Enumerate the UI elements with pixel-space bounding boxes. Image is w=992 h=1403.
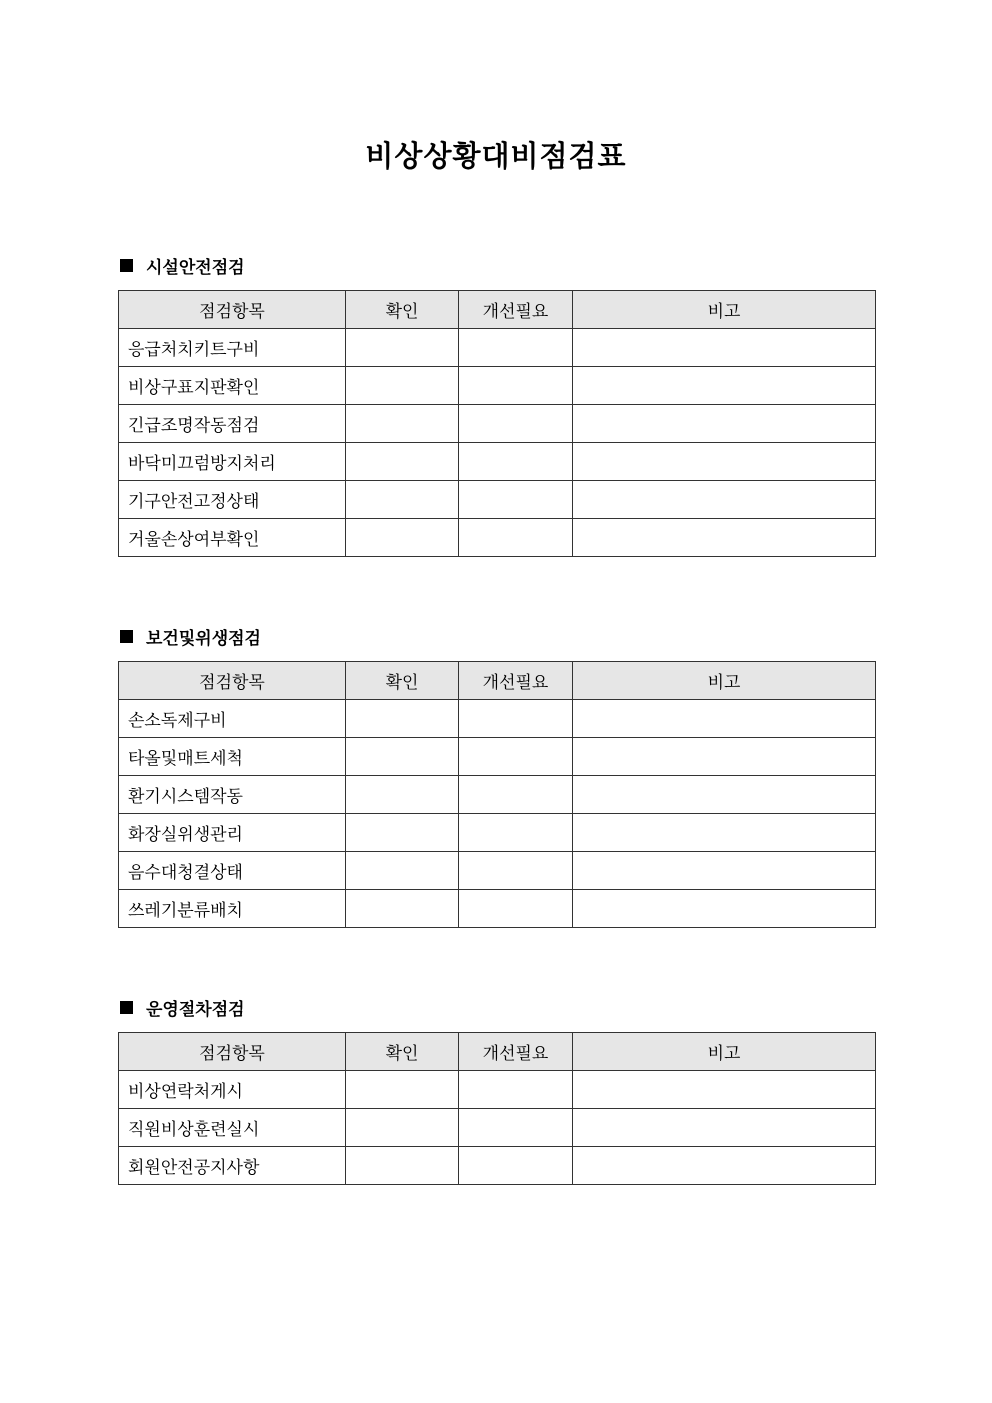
check-cell[interactable] (346, 814, 459, 852)
note-cell[interactable] (573, 443, 876, 481)
checklist-table (118, 290, 876, 557)
note-cell[interactable] (573, 367, 876, 405)
table-row (119, 700, 876, 738)
item-label: 환기시스템작동 (119, 776, 346, 814)
improve-cell[interactable] (459, 814, 573, 852)
improve-cell[interactable] (459, 1071, 573, 1109)
checklist-table (118, 661, 876, 928)
square-bullet-icon (120, 259, 133, 272)
header-item: 점검항목 (119, 291, 346, 329)
improve-cell[interactable] (459, 367, 573, 405)
item-label: 직원비상훈련실시 (119, 1109, 346, 1147)
section-heading-label: 보건및위생점검 (146, 628, 261, 649)
table-row (119, 1071, 876, 1109)
item-label: 긴급조명작동점검 (119, 405, 346, 443)
header-improve: 개선필요 (459, 662, 573, 700)
check-cell[interactable] (346, 738, 459, 776)
square-bullet-icon (120, 1001, 133, 1014)
item-label: 비상구표지판확인 (119, 367, 346, 405)
improve-cell[interactable] (459, 1147, 573, 1185)
section-health-hygiene (118, 622, 875, 928)
table-row (119, 852, 876, 890)
note-cell[interactable] (573, 1071, 876, 1109)
improve-cell[interactable] (459, 519, 573, 557)
note-cell[interactable] (573, 890, 876, 928)
improve-cell[interactable] (459, 443, 573, 481)
item-label: 손소독제구비 (119, 700, 346, 738)
table-row (119, 814, 876, 852)
note-cell[interactable] (573, 1147, 876, 1185)
table-row (119, 1147, 876, 1185)
check-cell[interactable] (346, 1109, 459, 1147)
check-cell[interactable] (346, 519, 459, 557)
section-heading (118, 622, 875, 650)
header-item: 점검항목 (119, 662, 346, 700)
item-label: 거울손상여부확인 (119, 519, 346, 557)
note-cell[interactable] (573, 405, 876, 443)
check-cell[interactable] (346, 367, 459, 405)
check-cell[interactable] (346, 700, 459, 738)
header-check: 확인 (346, 1033, 459, 1071)
header-item: 점검항목 (119, 1033, 346, 1071)
improve-cell[interactable] (459, 738, 573, 776)
section-operations (118, 993, 875, 1185)
check-cell[interactable] (346, 481, 459, 519)
header-note: 비고 (573, 291, 876, 329)
table-row (119, 443, 876, 481)
note-cell[interactable] (573, 329, 876, 367)
item-label: 회원안전공지사항 (119, 1147, 346, 1185)
item-label: 비상연락처게시 (119, 1071, 346, 1109)
section-heading (118, 993, 875, 1021)
check-cell[interactable] (346, 329, 459, 367)
note-cell[interactable] (573, 776, 876, 814)
table-row (119, 405, 876, 443)
table-row (119, 738, 876, 776)
header-check: 확인 (346, 291, 459, 329)
table-header-row (119, 291, 876, 329)
document-title: 비상상황대비점검표 (365, 139, 627, 173)
item-label: 화장실위생관리 (119, 814, 346, 852)
check-cell[interactable] (346, 405, 459, 443)
note-cell[interactable] (573, 481, 876, 519)
item-label: 응급처치키트구비 (119, 329, 346, 367)
checklist-table (118, 1032, 876, 1185)
table-row (119, 367, 876, 405)
note-cell[interactable] (573, 1109, 876, 1147)
table-header-row (119, 662, 876, 700)
check-cell[interactable] (346, 776, 459, 814)
improve-cell[interactable] (459, 700, 573, 738)
header-check: 확인 (346, 662, 459, 700)
item-label: 바닥미끄럼방지처리 (119, 443, 346, 481)
note-cell[interactable] (573, 700, 876, 738)
check-cell[interactable] (346, 890, 459, 928)
table-row (119, 1109, 876, 1147)
section-heading-label: 운영절차점검 (146, 999, 245, 1020)
item-label: 타올및매트세척 (119, 738, 346, 776)
item-label: 쓰레기분류배치 (119, 890, 346, 928)
check-cell[interactable] (346, 1071, 459, 1109)
improve-cell[interactable] (459, 481, 573, 519)
section-heading (118, 251, 875, 279)
table-row (119, 329, 876, 367)
improve-cell[interactable] (459, 405, 573, 443)
check-cell[interactable] (346, 1147, 459, 1185)
table-row (119, 481, 876, 519)
check-cell[interactable] (346, 443, 459, 481)
square-bullet-icon (120, 630, 133, 643)
header-note: 비고 (573, 1033, 876, 1071)
item-label: 음수대청결상태 (119, 852, 346, 890)
table-row (119, 519, 876, 557)
improve-cell[interactable] (459, 1109, 573, 1147)
table-row (119, 776, 876, 814)
header-improve: 개선필요 (459, 1033, 573, 1071)
note-cell[interactable] (573, 738, 876, 776)
improve-cell[interactable] (459, 890, 573, 928)
section-heading-label: 시설안전점검 (146, 257, 245, 278)
check-cell[interactable] (346, 852, 459, 890)
header-note: 비고 (573, 662, 876, 700)
note-cell[interactable] (573, 519, 876, 557)
table-header-row (119, 1033, 876, 1071)
note-cell[interactable] (573, 814, 876, 852)
improve-cell[interactable] (459, 776, 573, 814)
improve-cell[interactable] (459, 329, 573, 367)
item-label: 기구안전고정상태 (119, 481, 346, 519)
improve-cell[interactable] (459, 852, 573, 890)
table-row (119, 890, 876, 928)
header-improve: 개선필요 (459, 291, 573, 329)
section-facility-safety (118, 251, 875, 557)
note-cell[interactable] (573, 852, 876, 890)
